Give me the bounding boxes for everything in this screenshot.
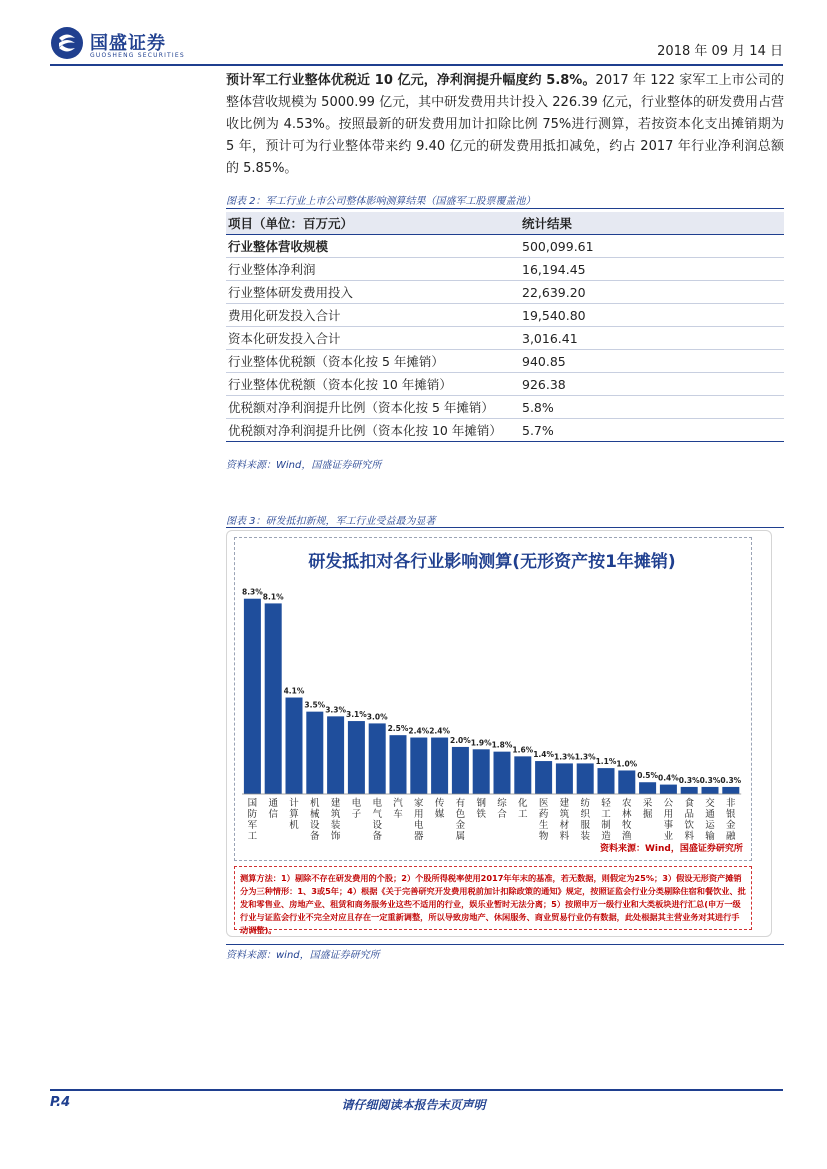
impact-table: [226, 212, 784, 442]
summary-body: 2017 年 122 家军工上市公司的整体营收规模为 5000.99 亿元，其中研发费用共计投入 226.39 亿元，行业整体的研发费用占营收比例为 4.53%。按照最新的研发费用加计扣除比例 75%进行测算，若按资本化支出摊销期为 5 年，预计可为行业整体带来约 9.40 亿元的研发费用抵扣减免，约占 2017 年行业净利润总额的 5.85%。: [226, 73, 784, 176]
category-label: 电气设备: [372, 798, 382, 842]
company-name-en: GUOSHENG SECURITIES: [90, 52, 185, 59]
bar: [390, 735, 407, 794]
bar: [327, 716, 344, 794]
category-label: 采掘: [642, 798, 653, 820]
company-name: 国盛证券: [90, 33, 166, 54]
bar-value-label: 1.3%: [553, 752, 575, 762]
table-value-cell: 16,194.45: [520, 258, 784, 281]
company-logo-icon: [50, 26, 84, 60]
table-item-cell: 行业整体优税额（资本化按 10 年摊销）: [226, 373, 520, 396]
chart-title: 研发抵扣对各行业影响测算(无形资产按1年摊销): [308, 552, 676, 572]
table-header-cell: 统计结果: [520, 212, 784, 235]
bar-value-label: 3.5%: [304, 700, 326, 710]
category-label: 综合: [497, 798, 507, 820]
table-header-row: [226, 212, 784, 235]
table-row: [226, 373, 784, 396]
bar: [369, 723, 386, 794]
category-label: 化工: [518, 798, 528, 820]
bar: [660, 785, 677, 794]
table-header-cell: 项目（单位：百万元）: [226, 212, 520, 235]
category-label: 农林牧渔: [622, 798, 632, 842]
bar-value-label: 0.3%: [720, 775, 742, 785]
bar-value-label: 1.4%: [533, 750, 555, 760]
bar-value-label: 1.8%: [491, 740, 513, 750]
bar-value-label: 2.5%: [387, 724, 409, 734]
bar: [702, 787, 719, 794]
category-label: 通信: [268, 798, 278, 820]
category-label: 公用事业: [663, 798, 674, 842]
table-value-cell: 940.85: [520, 350, 784, 373]
table-row: [226, 235, 784, 258]
bar: [618, 770, 635, 794]
bar-value-label: 3.3%: [325, 705, 347, 715]
table-row: [226, 281, 784, 304]
bar: [306, 712, 323, 794]
table-value-cell: 22,639.20: [520, 281, 784, 304]
summary-paragraph: [226, 70, 784, 180]
bar: [535, 761, 552, 794]
summary-lead: 预计军工行业整体优税近 10 亿元，净利润提升幅度约 5.8%。: [226, 73, 596, 88]
bar-value-label: 4.1%: [283, 686, 305, 696]
category-label: 食品饮料: [684, 798, 694, 842]
table-row: [226, 304, 784, 327]
category-label: 传媒: [434, 798, 445, 820]
bar: [556, 763, 573, 794]
table-row: [226, 350, 784, 373]
figure-caption: 图表 3：研发抵扣新规，军工行业受益最为显著: [226, 516, 436, 527]
bar-value-label: 2.4%: [408, 726, 430, 736]
bar-value-label: 1.0%: [616, 759, 638, 769]
bar: [452, 747, 469, 794]
category-label: 建筑装饰: [330, 798, 341, 842]
bar: [431, 738, 448, 794]
table-item-cell: 费用化研发投入合计: [226, 304, 520, 327]
table-caption: 图表 2：军工行业上市公司整体影响测算结果（国盛军工股票覆盖池）: [226, 196, 536, 207]
bar-value-label: 3.0%: [366, 712, 388, 722]
table-item-cell: 行业整体净利润: [226, 258, 520, 281]
table-value-cell: 500,099.61: [520, 235, 784, 258]
category-label: 交通运输: [705, 798, 715, 842]
figure-caption-divider: [226, 527, 784, 528]
table-row: [226, 327, 784, 350]
table-item-cell: 行业整体优税额（资本化按 5 年摊销）: [226, 350, 520, 373]
bar-value-label: 1.3%: [574, 752, 596, 762]
bar: [473, 749, 490, 794]
bar: [286, 698, 303, 794]
bar: [244, 599, 261, 794]
category-label: 有色金属: [455, 798, 466, 842]
table-item-cell: 优税额对净利润提升比例（资本化按 10 年摊销）: [226, 419, 520, 442]
footer-divider: [50, 1089, 783, 1091]
page-number: P.4: [50, 1095, 71, 1110]
bar-value-label: 2.0%: [449, 735, 471, 745]
bar: [722, 787, 739, 794]
bar: [410, 738, 427, 794]
category-label: 国防军工: [247, 798, 258, 842]
bar: [265, 603, 282, 794]
table-value-cell: 5.7%: [520, 419, 784, 442]
bar-value-label: 1.9%: [470, 738, 492, 748]
bar-chart: [236, 570, 748, 842]
bar-value-label: 1.1%: [595, 757, 617, 767]
bar-value-label: 3.1%: [345, 710, 367, 720]
category-label: 轻工制造: [601, 798, 611, 842]
figure-source: 资料来源：wind，国盛证券研究所: [226, 950, 380, 961]
table-item-cell: 优税额对净利润提升比例（资本化按 5 年摊销）: [226, 396, 520, 419]
bar-value-label: 8.1%: [262, 592, 284, 602]
category-label: 计算机: [289, 798, 299, 831]
category-label: 家用电器: [414, 798, 424, 842]
bar-value-label: 0.3%: [678, 775, 700, 785]
bar-value-label: 0.3%: [699, 775, 721, 785]
bar-value-label: 1.6%: [512, 745, 534, 755]
bar-value-label: 2.4%: [429, 726, 451, 736]
table-row: [226, 396, 784, 419]
table-value-cell: 5.8%: [520, 396, 784, 419]
category-label: 机械设备: [310, 798, 320, 842]
category-label: 非银金融: [726, 798, 736, 842]
bar: [681, 787, 698, 794]
table-item-cell: 资本化研发投入合计: [226, 327, 520, 350]
table-row: [226, 258, 784, 281]
bar-value-label: 8.3%: [241, 587, 263, 597]
bar: [639, 782, 656, 794]
category-label: 钢铁: [476, 798, 486, 820]
header-divider: [50, 64, 783, 66]
category-label: 汽车: [393, 798, 403, 820]
table-value-cell: 926.38: [520, 373, 784, 396]
disclaimer-note: 请仔细阅读本报告末页声明: [341, 1098, 486, 1112]
bar: [348, 721, 365, 794]
table-value-cell: 3,016.41: [520, 327, 784, 350]
chart-inner-source: 资料来源：Wind，国盛证券研究所: [600, 844, 743, 854]
figure-bottom-divider: [226, 944, 784, 945]
table-source: 资料来源：Wind，国盛证券研究所: [226, 460, 382, 471]
table-item-cell: 行业整体营收规模: [226, 235, 520, 258]
method-note: 测算方法：1）剔除不存在研发费用的个股；2）个股所得税率使用2017年年末的基准，若无数据，则假定为25%；3）假设无形资产摊销分为三种情形：1、3或5年；4）根据《关于完善研究开发费用税前加计扣除政策的通知》规定，按照证监会行业分类剔除住宿和餐饮业、批发和零售业、房地产业、租赁和商务服务业这些不适用的行业，娱乐业暂时无法分离；5）按照申万一级行业和大类板块进行汇总(申万一级行业与证监会行业不完全对应且存在一定重新调整，所以导致房地产、休闲服务、商业贸易行业仍有数据，此处根据其主营业务对其进行手动调整)。: [240, 873, 746, 935]
report-date: 2018 年 09 月 14 日: [657, 44, 783, 59]
table-item-cell: 行业整体研发费用投入: [226, 281, 520, 304]
category-label: 建筑材料: [559, 798, 570, 842]
category-label: 医药生物: [538, 798, 549, 842]
table-row: [226, 419, 784, 442]
category-label: 纺织服装: [580, 798, 590, 842]
category-label: 电子: [351, 798, 362, 820]
table-caption-divider: [226, 208, 784, 209]
bar: [598, 768, 615, 794]
bar-value-label: 0.5%: [637, 771, 659, 781]
table-value-cell: 19,540.80: [520, 304, 784, 327]
bar: [494, 752, 511, 794]
bar-value-label: 0.4%: [657, 773, 679, 783]
bar: [514, 756, 531, 794]
bar: [577, 763, 594, 794]
page-header: [50, 26, 783, 62]
